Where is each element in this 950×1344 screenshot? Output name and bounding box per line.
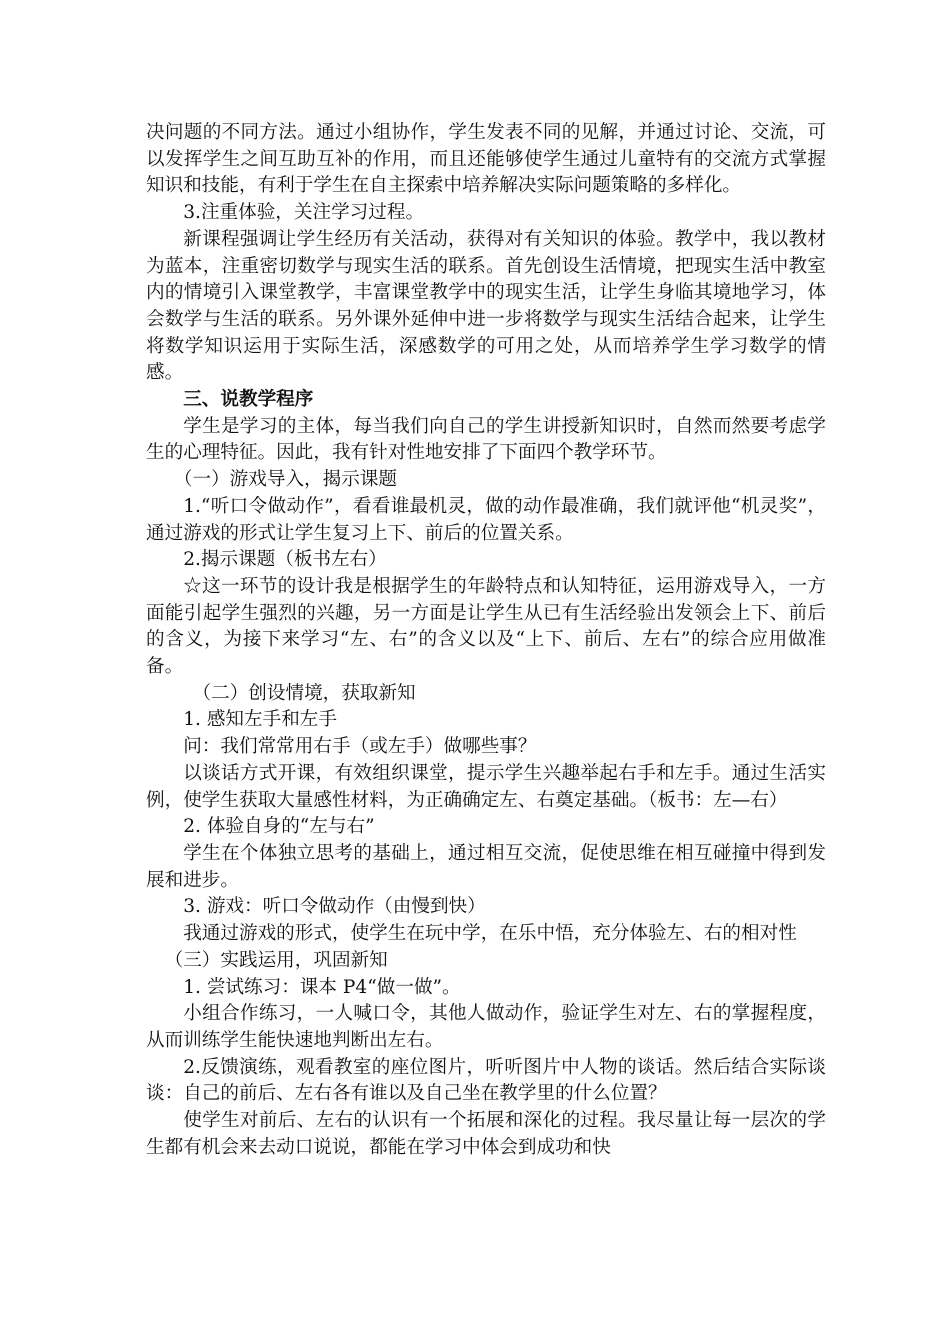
item-try-practice: 1. 尝试练习：课本 P4“做一做”。 (183, 976, 461, 998)
item-reveal-topic: 2.揭示课题（板书左右） (183, 549, 387, 571)
paragraph-game-form: 我通过游戏的形式，使学生在玩中学，在乐中悟，充分体验左、右的相对性 (183, 923, 797, 945)
paragraph-curriculum: 新课程强调让学生经历有关活动，获得对有关知识的体验。教学中，我以教材为蓝本，注重密切数学与现实生活的联系。首先创设生活情境，把现实生活中教室内的情境引入课堂教学，丰富课堂教学中的现实生活，让学生身临其境地学习，体会数学与生活的联系。另外课外延伸中进一步将数学与现实生活结合起来，让学生将数学知识运用于实际生活，深感数学的可用之处，从而培养学生学习数学的情感。 (146, 228, 826, 384)
paragraph-independent-thinking: 学生在个体独立思考的基础上，通过相互交流，促使思维在相互碰撞中得到发展和进步。 (146, 842, 826, 891)
heading-focus-experience: 3.注重体验，关注学习过程。 (183, 202, 425, 224)
item-feedback-drill: 2.反馈演练，观看教室的座位图片，听听图片中人物的谈话。然后结合实际谈谈：自己的前后、左右各有谁以及自己坐在教学里的什么位置？ (146, 1056, 826, 1105)
paragraph-design-note: ☆这一环节的设计我是根据学生的年龄特点和认知特征，运用游戏导入，一方面能引起学生强烈的兴趣，另一方面是让学生从已有生活经验出发领会上下、前后的含义，为接下来学习“左、右”的含义以及“上下、前后、左右”的综合应用做准备。 (146, 575, 826, 678)
paragraph-group-practice: 小组合作练习，一人喊口令，其他人做动作，验证学生对左、右的掌握程度，从而训练学生能快速地判断出左右。 (146, 1003, 826, 1051)
section-heading-teaching-procedure: 三、说教学程序 (183, 389, 314, 411)
item-perceive-hands: 1. 感知左手和左手 (183, 709, 337, 731)
item-question: 问：我们常常用右手（或左手）做哪些事？ (183, 736, 537, 758)
paragraph-listen-command: 1.“听口令做动作”，看看谁最机灵，做的动作最准确，我们就评他“机灵奖”，通过游戏的形式让学生复习上下、前后的位置关系。 (146, 495, 826, 544)
paragraph-conversation: 以谈话方式开课，有效组织课堂，提示学生兴趣举起右手和左手。通过生活实例，使学生获取大量感性材料，为正确确定左、右奠定基础。（板书：左—右） (146, 762, 826, 811)
subheading-practice: （三）实践运用，巩固新知 (164, 949, 388, 971)
paragraph-student-subject: 学生是学习的主体，每当我们向自己的学生讲授新知识时，自然而然要考虑学生的心理特征。因此，我有针对性地安排了下面四个教学环节。 (146, 415, 826, 464)
subheading-create-situation: （二）创设情境，获取新知 (192, 682, 416, 704)
document-page (146, 120, 826, 1161)
paragraph-deepen: 使学生对前后、左右的认识有一个拓展和深化的过程。我尽量让每一层次的学生都有机会来去动口说说，都能在学习中体会到成功和快 (146, 1110, 826, 1158)
item-game-command: 3. 游戏：听口令做动作（由慢到快） (183, 896, 486, 918)
paragraph-continuation: 决问题的不同方法。通过小组协作，学生发表不同的见解，并通过讨论、交流，可以发挥学生之间互助互补的作用，而且还能够使学生通过儿童特有的交流方式掌握知识和技能，有利于学生在自主探索中培养解决实际问题策略的多样化。 (146, 122, 826, 197)
item-experience-left-right: 2. 体验自身的“左与右” (183, 816, 375, 838)
subheading-game-intro: （一）游戏导入，揭示课题 (173, 469, 398, 491)
